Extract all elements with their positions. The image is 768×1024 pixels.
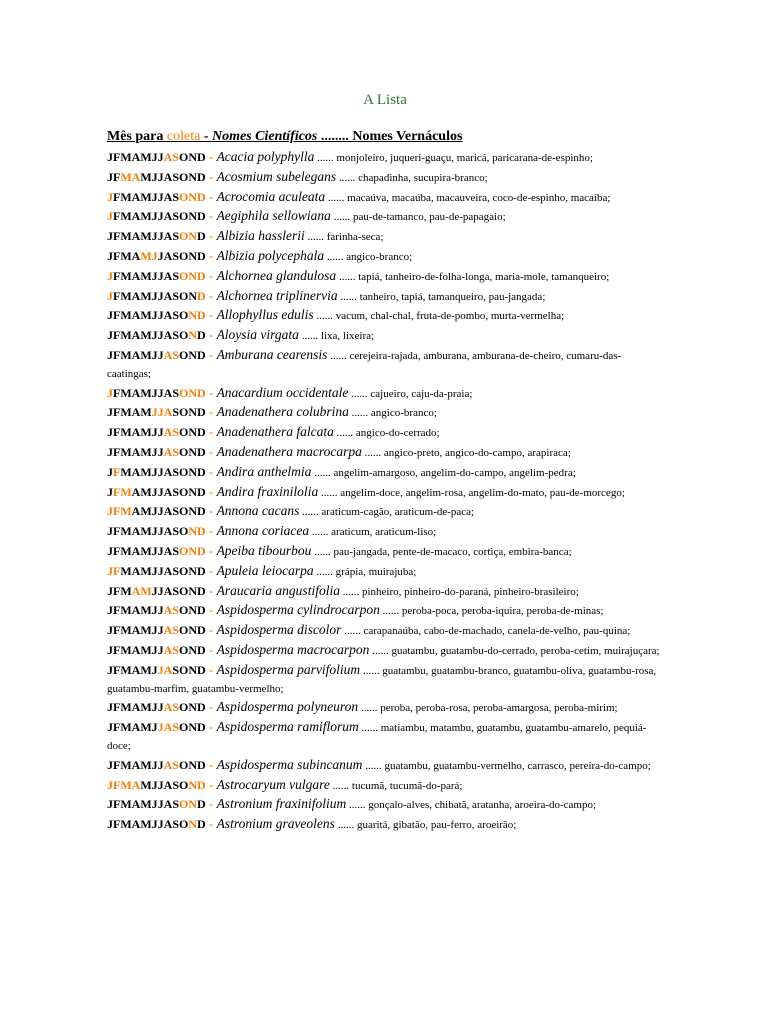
collection-months: JFMAMJJASOND [107, 583, 206, 598]
vernacular-names: angico-preto, angico-do-campo, arapiraca; [383, 446, 571, 459]
list-item: JFMAMJJASOND - Anadenathera falcata ...... angico-do-cerrado; [107, 424, 440, 440]
collection-months: JFMAMJJASOND [107, 248, 206, 263]
dot-leader: ...... [301, 330, 319, 343]
vernacular-names: guaritá, gibatão, pau-ferro, aroeirão; [356, 819, 517, 832]
collection-months: JFMAMJJASOND [107, 328, 206, 343]
list-item: JFMAMJJASOND - Araucaria angustifolia ...... pinheiro, pinheiro-do-paraná, pinheiro-brasileiro; [107, 582, 579, 598]
scientific-name: Anadenathera falcata [216, 424, 334, 440]
list-item: JFMAMJJASOND - Anacardium occidentale ...... cajueiro, caju-da-praia; [107, 384, 473, 400]
list-item: JFMAMJJASOND - Albizia hasslerii ...... farinha-seca; [107, 228, 384, 244]
collection-months: JFMAMJJASOND [107, 642, 206, 657]
vernacular-names: guatambu, guatambu-do-cerrado, peroba-cetim, muirajuçara; [391, 644, 660, 657]
collection-months: JFMAMJJASOND [107, 308, 206, 323]
scientific-name: Astronium graveolens [216, 816, 335, 832]
list-item: JFMAMJJASOND - Aspidosperma parvifolium ...... guatambu, guatambu-branco, guatambu-oliva, guatambu-rosa, guatambu-marfim, guatambu-vermelho; [107, 661, 657, 695]
collection-months: JFMAMJJASOND [107, 288, 206, 303]
scientific-name: Aegiphila sellowiana [216, 208, 331, 224]
dot-leader: ...... [314, 545, 331, 558]
collection-months: JFMAMJJASOND [107, 444, 206, 459]
scientific-name: Anadenathera macrocarpa [216, 443, 362, 459]
list-item: JFMAMJJASOND - Anadenathera colubrina ...... angico-branco; [107, 404, 437, 420]
list-item: JFMAMJJASOND - Annona cacans ...... araticum-cagão, araticum-de-paca; [107, 503, 475, 519]
dot-leader: ...... [316, 310, 333, 323]
header-vernacular-names: ........ Nomes Vernáculos [317, 129, 463, 144]
vernacular-names: guatambu, guatambu-vermelho, carrasco, pereira-do-campo; [384, 759, 651, 772]
list-item: JFMAMJJASOND - Aloysia virgata ...... lixa, lixeira; [107, 327, 375, 343]
dot-leader: ...... [332, 779, 350, 792]
list-item: JFMAMJJASOND - Andira fraxinilolia ...... angelim-doce, angelim-rosa, angelim-do-mato, pau-de-morcego; [107, 483, 625, 499]
dot-leader: ...... [317, 152, 334, 164]
vernacular-names: araticum-cagão, araticum-de-paca; [321, 506, 475, 519]
list-item: JFMAMJJASOND - Acrocomia aculeata ...... macaúva, macaúba, macauveira, coco-de-espinho, macaíba; [107, 188, 611, 204]
dot-leader: ...... [360, 702, 378, 715]
scientific-name: Annona coriacea [216, 523, 310, 539]
scientific-name: Aloysia virgata [216, 327, 299, 343]
header-part-3: - [200, 129, 212, 144]
collection-months: JFMAMJJASOND [107, 720, 206, 735]
dot-leader: ...... [351, 387, 368, 400]
dot-leader: ...... [330, 349, 347, 362]
dot-leader: ...... [340, 290, 357, 303]
collection-months: JFMAMJJASOND [107, 464, 206, 479]
scientific-name: Aspidosperma discolor [216, 622, 342, 638]
list-item: JFMAMJJASOND - Amburana cearensis ...... cerejeira-rajada, amburana, amburana-de-cheiro, cumaru-das-caatingas; [107, 346, 622, 380]
dot-leader: ...... [336, 427, 354, 440]
scientific-name: Allophyllus edulis [216, 307, 314, 323]
dot-leader: ...... [302, 506, 319, 519]
dot-leader: ...... [351, 407, 369, 420]
scientific-name: Acacia polyphylla [216, 149, 315, 164]
list-item: JFMAMJJASOND - Allophyllus edulis ...... vacum, chal-chal, fruta-de-pombo, murta-vermelha; [107, 307, 565, 323]
vernacular-names: tapiá, tanheiro-de-folha-longa, maria-mole, tamanqueiro; [358, 270, 610, 283]
list-item: JFMAMJJASOND - Astrocaryum vulgare ...... tucumã, tucumã-do-pará; [107, 776, 463, 792]
dot-leader: ...... [365, 759, 382, 772]
list-item: JFMAMJJASOND - Anadenathera macrocarpa ...... angico-preto, angico-do-campo, arapiraca; [107, 443, 571, 459]
collection-months: JFMAMJJASOND [107, 777, 206, 792]
list-item: JFMAMJJASOND - Alchornea glandulosa ...... tapiá, tanheiro-de-folha-longa, maria-mole, tamanqueiro; [107, 267, 610, 283]
vernacular-names: monjoleiro, juqueri-guaçu, maricá, paricarana-de-espinho; [336, 152, 593, 164]
list-item: JFMAMJJASOND - Aegiphila sellowiana ...... pau-de-tamanco, pau-de-papagaio; [107, 208, 506, 224]
vernacular-names: peroba, peroba-rosa, peroba-amargosa, peroba-mirim; [380, 702, 618, 715]
dot-leader: ...... [320, 486, 338, 499]
scientific-name: Anacardium occidentale [216, 384, 349, 400]
scientific-name: Araucaria angustifolia [216, 582, 340, 598]
dot-leader: ...... [364, 446, 382, 459]
vernacular-names: angico-do-cerrado; [355, 427, 440, 440]
scientific-name: Andira anthelmia [216, 463, 312, 479]
dot-leader: ...... [327, 191, 345, 204]
vernacular-names: matiambu, matambu, guatambu, guatambu-amarelo, pequiá-doce; [107, 722, 647, 752]
vernacular-names: carapanaúba, cabo-de-machado, canela-de-velho, pau-quina; [363, 625, 631, 638]
collection-months: JFMAMJJASOND [107, 189, 206, 204]
column-header [107, 129, 462, 145]
collection-months: JFMAMJJASOND [107, 757, 206, 772]
vernacular-names: gonçalo-alves, chibatã, aratanha, aroeira-do-campo; [368, 799, 597, 812]
vernacular-names: lixa, lixeira; [320, 330, 375, 343]
scientific-name: Acosmium subelegans [216, 168, 337, 184]
scientific-name: Aspidosperma subincanum [216, 756, 363, 772]
list-item: JFMAMJJASOND - Acacia polyphylla ...... monjoleiro, juqueri-guaçu, maricá, paricarana-de-espinho; [107, 149, 593, 164]
scientific-name: Aspidosperma polyneuron [216, 699, 359, 715]
list-item: JFMAMJJASOND - Aspidosperma macrocarpon ...... guatambu, guatambu-do-cerrado, peroba-cetim, muirajuçara; [107, 641, 660, 657]
vernacular-names: guatambu, guatambu-branco, guatambu-oliva, guatambu-rosa, guatambu-marfim, guatambu-vermelho; [107, 664, 657, 695]
collection-months: JFMAMJJASOND [107, 425, 206, 440]
collection-months: JFMAMJJASOND [107, 484, 206, 499]
vernacular-names: farinha-seca; [326, 231, 384, 244]
collection-months: JFMAMJJASOND [107, 347, 206, 362]
collection-months: JFMAMJJASOND [107, 623, 206, 638]
collection-months: JFMAMJJASOND [107, 524, 206, 539]
scientific-name: Albizia polycephala [216, 247, 325, 263]
vernacular-names: chapadinha, sucupira-branco; [358, 171, 488, 184]
scientific-name: Aspidosperma ramiflorum [216, 719, 359, 735]
dot-leader: ...... [342, 585, 360, 598]
dot-leader: ...... [326, 250, 344, 263]
collection-months: JFMAMJJASOND [107, 603, 206, 618]
vernacular-names: tanheiro, tapiá, tamanqueiro, pau-jangada; [359, 290, 546, 303]
list-item: JFMAMJJASOND - Aspidosperma subincanum ...... guatambu, guatambu-vermelho, carrasco, pereira-do-campo; [107, 756, 651, 772]
collection-months: JFMAMJJASOND [107, 385, 206, 400]
collection-months: JFMAMJJASOND [107, 169, 206, 184]
list-item: JFMAMJJASOND - Annona coriacea ...... araticum, araticum-liso; [107, 523, 437, 539]
dot-leader: ...... [362, 664, 380, 677]
list-item: JFMAMJJASOND - Aspidosperma cylindrocarpon ...... peroba-poca, peroba-iquira, peroba-de-minas; [107, 602, 604, 618]
collection-months: JFMAMJJASOND [107, 209, 206, 224]
list-item: JFMAMJJASOND - Apeiba tibourbou ...... pau-jangada, pente-de-macaco, cortiça, embira-banca; [107, 542, 572, 558]
collection-months: JFMAMJJASOND [107, 543, 206, 558]
collection-months: JFMAMJJASOND [107, 797, 206, 812]
dot-leader: ...... [316, 565, 333, 578]
dot-leader: ...... [348, 799, 366, 812]
scientific-name: Astronium fraxinifolium [216, 796, 347, 812]
dot-leader: ...... [338, 171, 356, 184]
vernacular-names: pinheiro, pinheiro-do-paraná, pinheiro-brasileiro; [361, 585, 579, 598]
collection-months: JFMAMJJASOND [107, 817, 206, 832]
species-list [107, 148, 663, 835]
scientific-name: Apuleia leiocarpa [216, 562, 314, 578]
list-item: JFMAMJJASOND - Aspidosperma discolor ...... carapanaúba, cabo-de-machado, canela-de-velho, pau-quina; [107, 622, 631, 638]
vernacular-names: angico-branco; [346, 250, 413, 263]
vernacular-names: pau-jangada, pente-de-macaco, cortiça, embira-banca; [333, 545, 572, 558]
list-item: JFMAMJJASOND - Andira anthelmia ...... angelim-amargoso, angelim-do-campo, angelim-pedra; [107, 463, 576, 479]
scientific-name: Acrocomia aculeata [216, 188, 326, 204]
dot-leader: ...... [372, 644, 389, 657]
vernacular-names: pau-de-tamanco, pau-de-papagaio; [352, 211, 506, 224]
collection-months: JFMAMJJASOND [107, 405, 206, 420]
list-item: JFMAMJJASOND - Aspidosperma polyneuron ...... peroba, peroba-rosa, peroba-amargosa, peroba-mirim; [107, 699, 618, 715]
vernacular-names: angelim-doce, angelim-rosa, angelim-do-mato, pau-de-morcego; [340, 486, 625, 499]
vernacular-names: peroba-poca, peroba-iquira, peroba-de-minas; [401, 605, 604, 618]
scientific-name: Astrocaryum vulgare [216, 776, 330, 792]
collection-months: JFMAMJJASOND [107, 150, 206, 164]
dot-leader: ...... [382, 605, 400, 618]
list-item: JFMAMJJASOND - Astronium graveolens ...... guaritá, gibatão, pau-ferro, aroeirão; [107, 816, 517, 832]
scientific-name: Alchornea glandulosa [216, 267, 337, 283]
scientific-name: Albizia hasslerii [216, 228, 305, 244]
header-part-1: Mês para [107, 129, 167, 144]
vernacular-names: tucumã, tucumã-do-pará; [351, 779, 463, 792]
header-coleta: coleta [166, 129, 201, 144]
scientific-name: Aspidosperma cylindrocarpon [216, 602, 380, 618]
scientific-name: Alchornea triplinervia [216, 287, 338, 303]
scientific-name: Anadenathera colubrina [216, 404, 349, 420]
dot-leader: ...... [333, 211, 351, 224]
vernacular-names: macaúva, macaúba, macauveira, coco-de-espinho, macaíba; [347, 191, 611, 204]
vernacular-names: cajueiro, caju-da-praia; [370, 387, 473, 400]
collection-months: JFMAMJJASOND [107, 268, 206, 283]
list-item: JFMAMJJASOND - Apuleia leiocarpa ...... grápia, muirajuba; [107, 562, 417, 578]
collection-months: JFMAMJJASOND [107, 662, 206, 677]
dot-leader: ...... [337, 819, 355, 832]
collection-months: JFMAMJJASOND [107, 229, 206, 244]
list-item: JFMAMJJASOND - Albizia polycephala ...... angico-branco; [107, 247, 413, 263]
dot-leader: ...... [344, 625, 361, 638]
dot-leader: ...... [361, 722, 378, 735]
vernacular-names: vacum, chal-chal, fruta-de-pombo, murta-vermelha; [335, 310, 565, 323]
scientific-name: Annona cacans [216, 503, 300, 519]
collection-months: JFMAMJJASOND [107, 504, 206, 519]
dot-leader: ...... [338, 270, 356, 283]
dot-leader: ...... [311, 526, 329, 539]
scientific-name: Apeiba tibourbou [216, 542, 312, 558]
scientific-name: Andira fraxinilolia [216, 483, 319, 499]
list-item: JFMAMJJASOND - Alchornea triplinervia ...... tanheiro, tapiá, tamanqueiro, pau-jangada; [107, 287, 546, 303]
dot-leader: ...... [314, 466, 331, 479]
vernacular-names: angelim-amargoso, angelim-do-campo, angelim-pedra; [333, 466, 576, 479]
header-scientific-names: Nomes Científicos [211, 129, 318, 144]
page-title: A Lista [363, 92, 407, 108]
dot-leader: ...... [307, 231, 324, 244]
list-item: JFMAMJJASOND - Acosmium subelegans ...... chapadinha, sucupira-branco; [107, 168, 488, 184]
scientific-name: Aspidosperma parvifolium [216, 661, 361, 677]
list-item: JFMAMJJASOND - Astronium fraxinifolium ...... gonçalo-alves, chibatã, aratanha, aroeira-do-campo; [107, 796, 597, 812]
collection-months: JFMAMJJASOND [107, 700, 206, 715]
vernacular-names: araticum, araticum-liso; [331, 526, 437, 539]
scientific-name: Aspidosperma macrocarpon [216, 641, 370, 657]
vernacular-names: cerejeira-rajada, amburana, amburana-de-cheiro, cumaru-das-caatingas; [107, 349, 622, 380]
collection-months: JFMAMJJASOND [107, 563, 206, 578]
list-item: JFMAMJJASOND - Aspidosperma ramiflorum ...... matiambu, matambu, guatambu, guatambu-amarelo, pequiá-doce; [107, 719, 647, 752]
vernacular-names: angico-branco; [370, 407, 437, 420]
scientific-name: Amburana cearensis [216, 346, 328, 362]
vernacular-names: grápia, muirajuba; [335, 565, 417, 578]
